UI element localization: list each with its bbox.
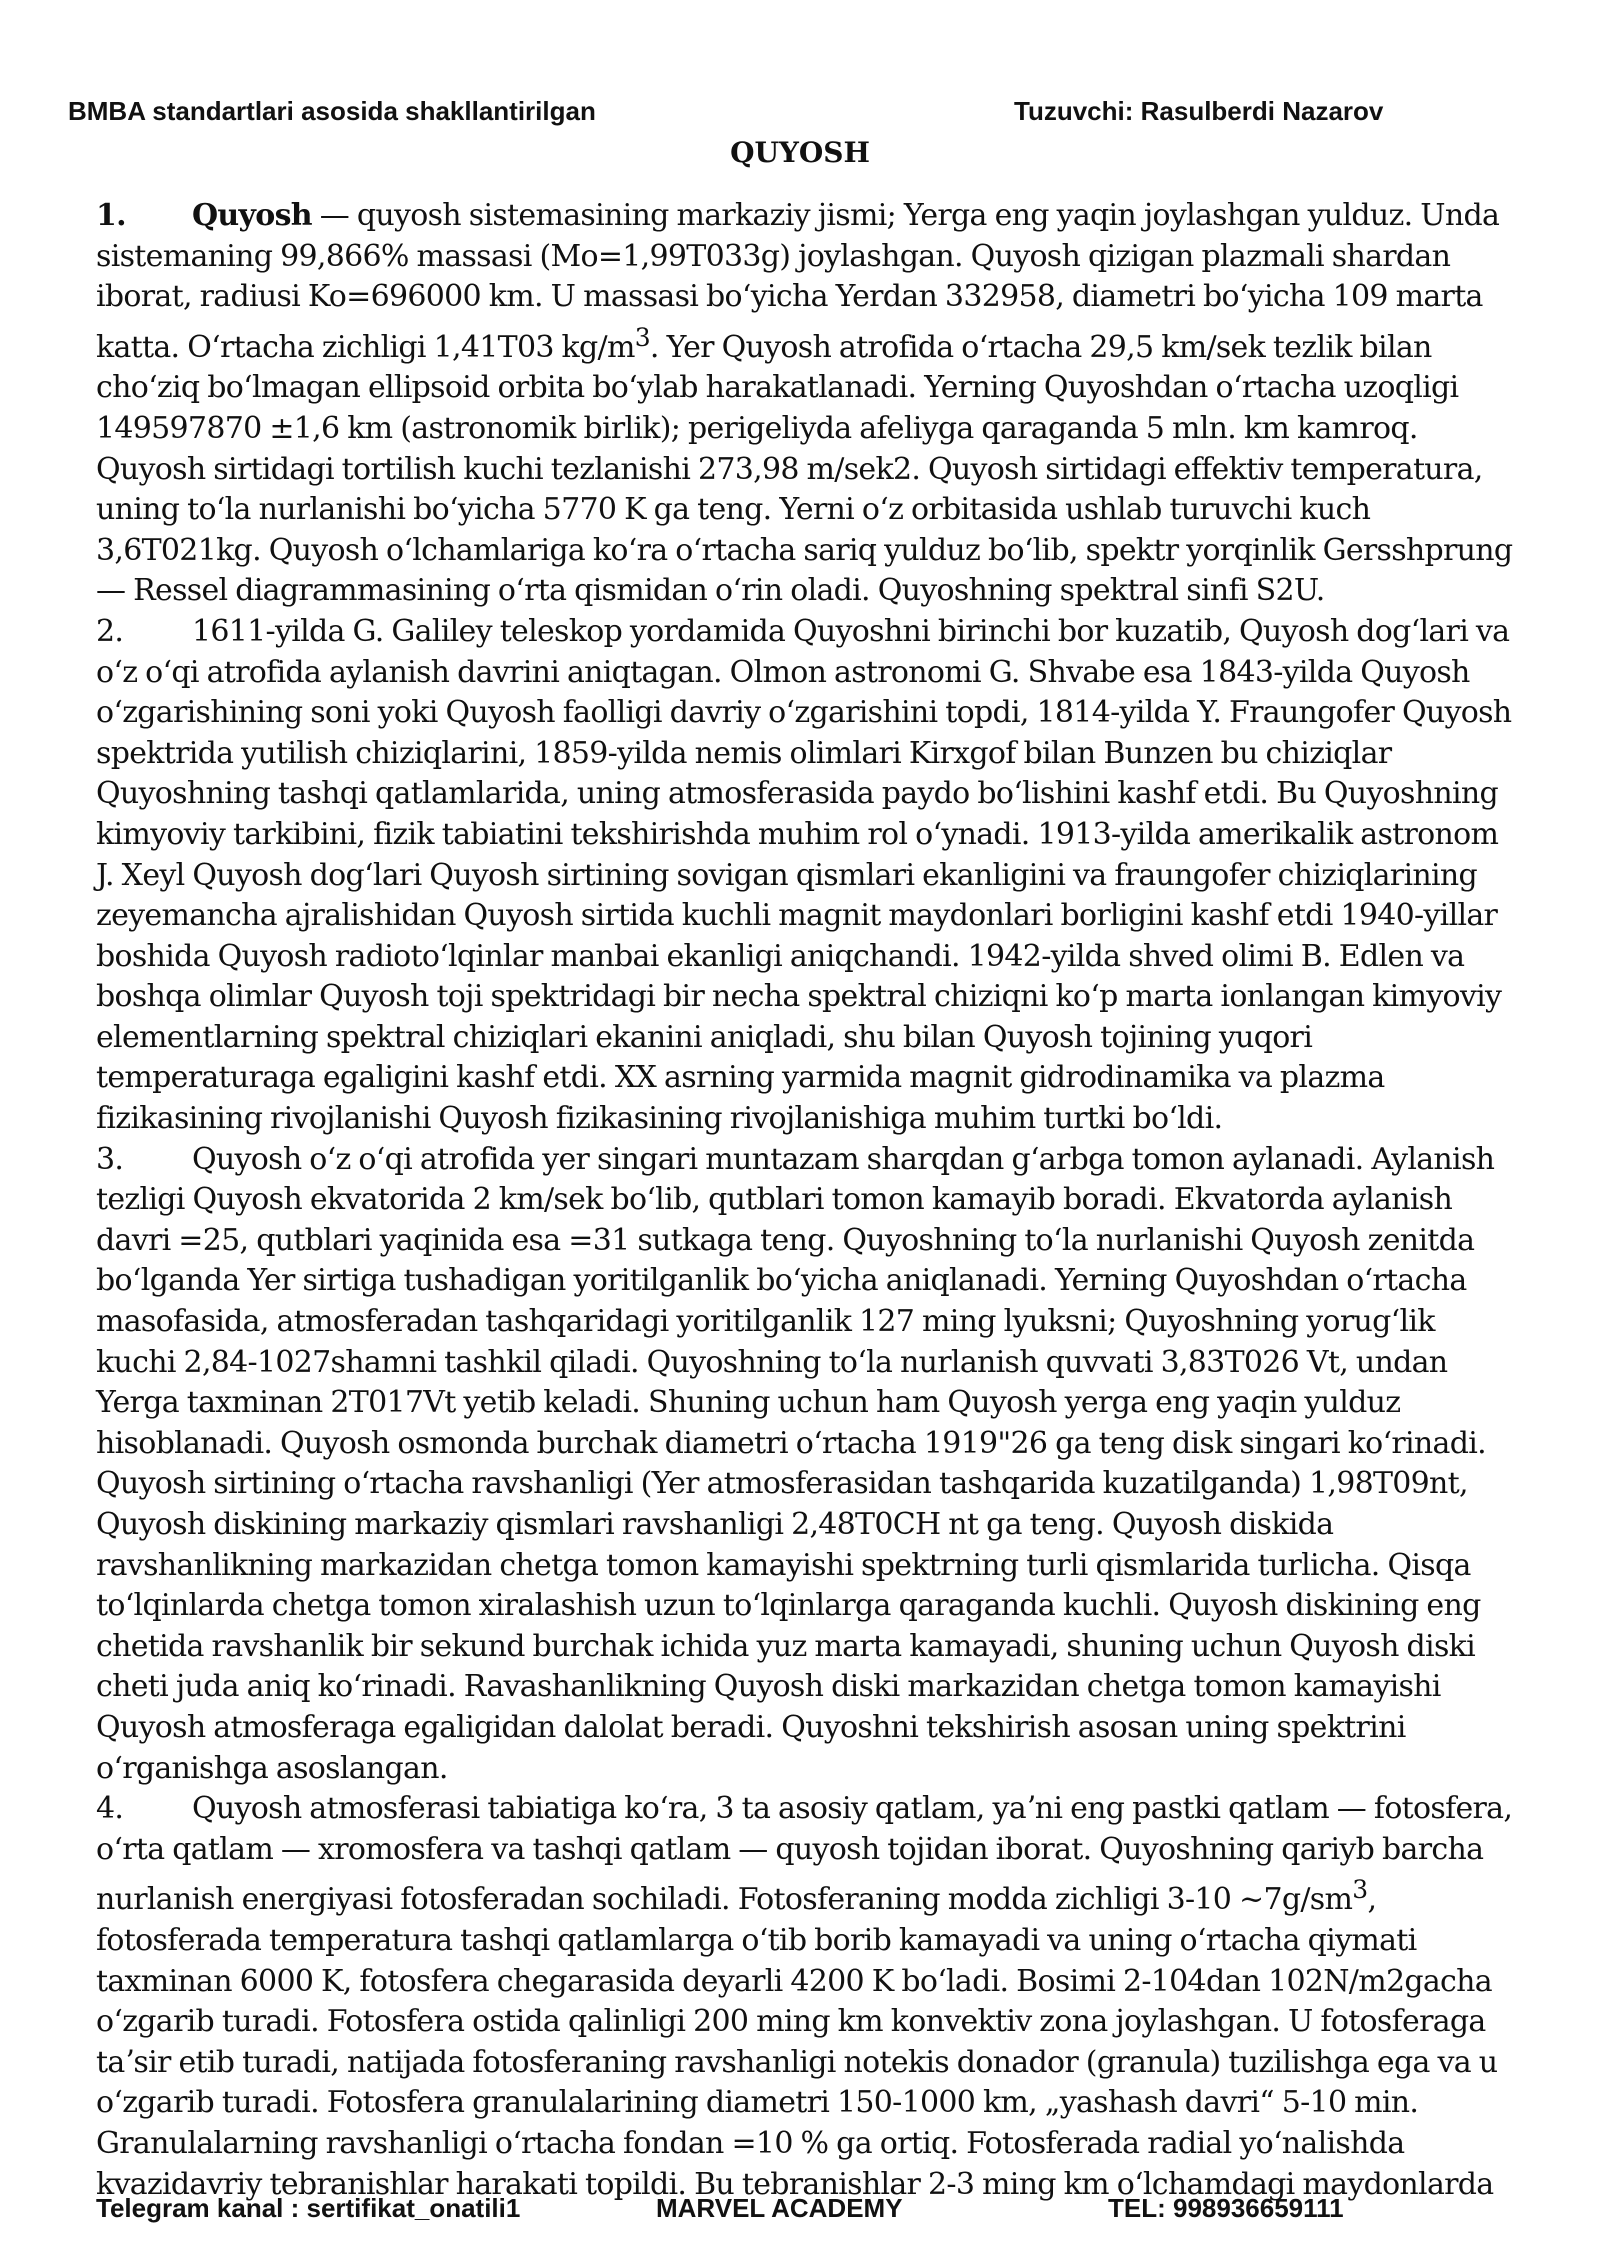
footer-phone: TEL: 998936659111 [1108, 2193, 1344, 2223]
paragraph-number: 1. [96, 198, 126, 233]
paragraph-text: . Yer Quyosh atrofida oʻrtacha 29,5 km/sek tezlik bilan choʻziq boʻlmagan ellipsoid orbita boʻylab harakatlanadi. Yerning Quyoshdan oʻrtacha uzoqligi 149597870 ±1,6 km (astronomik birlik); perigeliyda afeliyga qaraganda 5 mln. km kamroq. Quyosh sirtidagi tortilish kuchi tezlanishi 273,98 m/sek2. Quyosh sirtidagi effektiv temperatura, uning toʻla nurlanishi boʻyicha 5770 K ga teng. Yerni oʻz orbitasida ushlab turuvchi kuch 3,6T021kg. Quyosh oʻlchamlariga koʻra oʻrtacha sariq yulduz boʻlib, spektr yorqinlik Gersshprung — Ressel diagrammasining oʻrta qismidan oʻrin oladi. Quyoshning spektral sinfi S2U. [96, 329, 1513, 609]
superscript: 3 [634, 322, 650, 352]
superscript: 3 [1352, 1875, 1368, 1905]
header-left-text: BMBA standartlari asosida shakllantirilgan [68, 96, 596, 126]
document-body [96, 196, 1516, 2205]
footer-academy: MARVEL ACADEMY [656, 2193, 903, 2223]
paragraph-number: 2. [96, 613, 124, 649]
paragraph-text: Quyosh atmosferasi tabiatiga koʻra, 3 ta asosiy qatlam, yaʼni eng pastki qatlam — fotosfera, oʻrta qatlam — xromosfera va tashqi qatlam — quyosh tojidan iborat. Quyoshning qariyb barcha nurlanish energiyasi fotosferadan sochiladi. Fotosferaning modda zichligi 3-10 ~7g/sm [96, 1791, 1513, 1918]
paragraph-lead-term: Quyosh [192, 198, 312, 233]
header-author: Tuzuvchi: Rasulberdi Nazarov [1014, 96, 1384, 126]
paragraph-text: 1611-yilda G. Galiley teleskop yordamida Quyoshni birinchi bor kuzatib, Quyosh dogʻlari va oʻz oʻqi atrofida aylanish davrini aniqtagan. Olmon astronomi G. Shvabe esa 1843-yilda Quyosh oʻzgarishining soni yoki Quyosh faolligi davriy oʻzgarishini topdi, 1814-yilda Y. Fraungofer Quyosh spektrida yutilish chiziqlarini, 1859-yilda nemis olimlari Kirxgof bilan Bunzen bu chiziqlar Quyoshning tashqi qatlamlarida, uning atmosferasida paydo boʻlishini kashf etdi. Bu Quyoshning kimyoviy tarkibini, fizik tabiatini tekshirishda muhim rol oʻynadi. 1913-yilda amerikalik astronom J. Xeyl Quyosh dogʻlari Quyosh sirtining sovigan qismlari ekanligini va fraungofer chiziqlarining zeyemancha ajralishidan Quyosh sirtida kuchli magnit maydonlari borligini kashf etdi 1940-yillar boshida Quyosh radiotoʻlqinlar manbai ekanligi aniqchandi. 1942-yilda shved olimi B. Edlen va boshqa olimlar Quyosh toji spektridagi bir necha spektral chiziqni koʻp marta ionlangan kimyoviy elementlarning spektral chiziqlari ekanini aniqladi, shu bilan Quyosh tojining yuqori temperaturaga egaligini kashf etdi. XX asrning yarmida magnit gidrodinamika va plazma fizikasining rivojlanishi Quyosh fizikasining rivojlanishiga muhim turtki boʻldi. [96, 613, 1512, 1137]
paragraph-1 [96, 196, 1516, 612]
page-title: QUYOSH [730, 136, 870, 169]
footer-telegram: Telegram kanal : sertifikat_onatili1 [96, 2193, 521, 2223]
paragraph-4 [96, 1789, 1516, 2205]
paragraph-number: 3. [96, 1141, 124, 1177]
paragraph-text: Quyosh oʻz oʻqi atrofida yer singari muntazam sharqdan gʻarbga tomon aylanadi. Aylanish tezligi Quyosh ekvatorida 2 km/sek boʻlib, qutblari tomon kamayib boradi. Ekvatorda aylanish davri =25, qutblari yaqinida esa =31 sutkaga teng. Quyoshning toʻla nurlanishi Quyosh zenitda boʻlganda Yer sirtiga tushadigan yoritilganlik boʻyicha aniqlanadi. Yerning Quyoshdan oʻrtacha masofasida, atmosferadan tashqaridagi yoritilganlik 127 ming lyuksni; Quyoshning yorugʻlik kuchi 2,84-1027shamni tashkil qiladi. Quyoshning toʻla nurlanish quvvati 3,83T026 Vt, undan Yerga taxminan 2T017Vt yetib keladi. Shuning uchun ham Quyosh yerga eng yaqin yulduz hisoblanadi. Quyosh osmonda burchak diametri oʻrtacha 1919"26 ga teng disk singari koʻrinadi. Quyosh sirtining oʻrtacha ravshanligi (Yer atmosferasidan tashqarida kuzatilganda) 1,98T09nt, Quyosh diskining markaziy qismlari ravshanligi 2,48T0CH nt ga teng. Quyosh diskida ravshanlikning markazidan chetga tomon kamayishi spektrning turli qismlarida turlicha. Qisqa toʻlqinlarda chetga tomon xiralashish uzun toʻlqinlarga qaraganda kuchli. Quyosh diskining eng chetida ravshanlik bir sekund burchak ichida yuz marta kamayadi, shuning uchun Quyosh diski cheti juda aniq koʻrinadi. Ravashanlikning Quyosh diski markazidan chetga tomon kamayishi Quyosh atmosferaga egaligidan dalolat beradi. Quyoshni tekshirish asosan uning spektrini oʻrganishga asoslangan. [96, 1141, 1495, 1786]
paragraph-3 [96, 1140, 1516, 1790]
paragraph-number: 4. [96, 1791, 124, 1827]
paragraph-2 [96, 612, 1516, 1140]
paragraph-text: — quyosh sistemasining markaziy jismi; Yerga eng yaqin joylashgan yulduz. Unda sistemaning 99,866% massasi (Mo=1,99T033g) joylashgan. Quyosh qizigan plazmali shardan iborat, radiusi Ko=696000 km. U massasi boʻyicha Yerdan 332958, diametri boʻyicha 109 marta katta. Oʻrtacha zichligi 1,41T03 kg/m [96, 198, 1500, 365]
paragraph-text: , fotosferada temperatura tashqi qatlamlarga oʻtib borib kamayadi va uning oʻrtacha qiymati taxminan 6000 K, fotosfera chegarasida deyarli 4200 K boʻladi. Bosimi 2-104dan 102N/m2gacha oʻzgarib turadi. Fotosfera ostida qalinligi 200 ming km konvektiv zona joylashgan. U fotosferaga taʼsir etib turadi, natijada fotosferaning ravshanligi notekis donador (granula) tuzilishga ega va u oʻzgarib turadi. Fotosfera granulalarining diametri 150-1000 km, „yashash davri“ 5-10 min. Granulalarning ravshanligi oʻrtacha fondan =10 % ga ortiq. Fotosferada radial yoʻnalishda kvazidavriy tebranishlar harakati topildi. Bu tebranishlar 2-3 ming km oʻlchamdagi maydonlarda [96, 1882, 1498, 2202]
